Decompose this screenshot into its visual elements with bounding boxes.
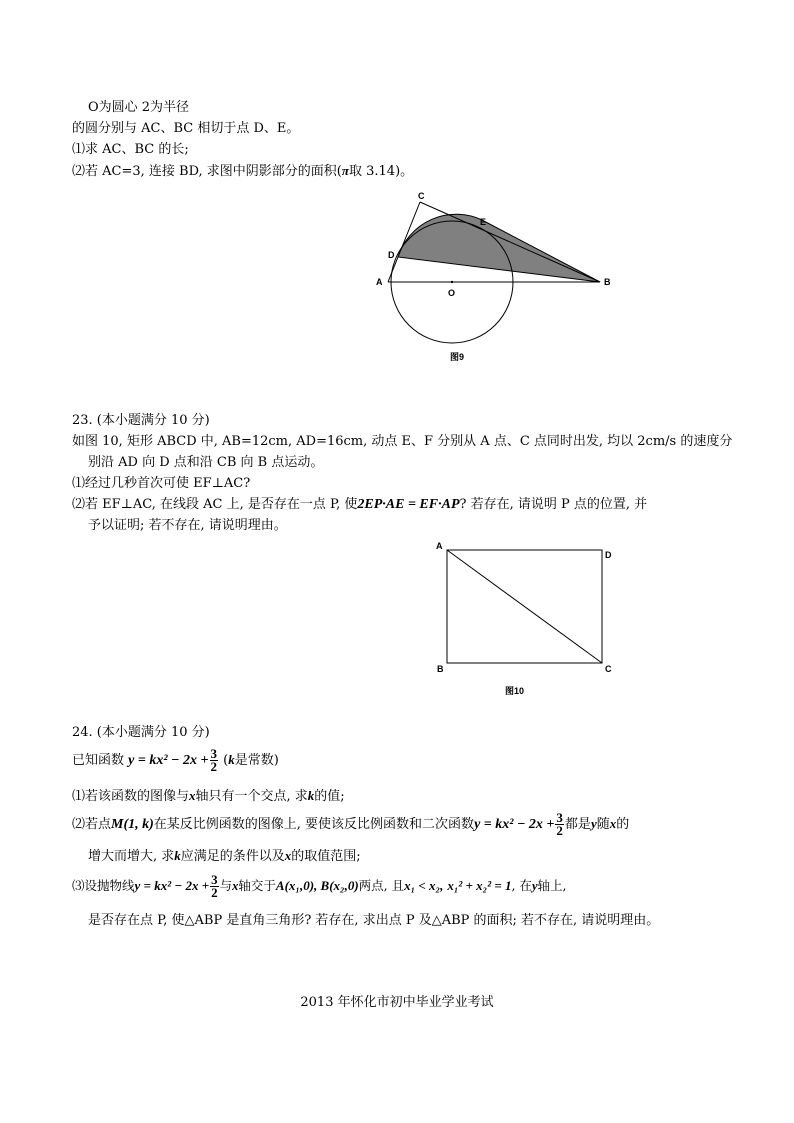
center-dot <box>451 281 453 283</box>
q24-item2-b: 在某反比例函数的图像上, 要使该反比例函数和二次函数 <box>153 817 475 832</box>
q24-item1-c: 的值; <box>314 789 345 804</box>
q22-item1: ⑴求 AC、BC 的长; <box>72 142 189 157</box>
label-d: D <box>605 550 612 560</box>
frac-num: 3 <box>210 746 218 761</box>
var-x: x <box>284 848 292 863</box>
label-b: B <box>437 664 444 674</box>
q24-function: y = kx² − 2x + <box>134 878 210 893</box>
q24-item3-b: 与 <box>219 878 233 893</box>
caption-fig9: 图9 <box>450 352 465 362</box>
q23-item1: ⑴经过几秒首次可使 EF⊥AC? <box>72 476 251 491</box>
q22-line1: O为圆心 2为半径 <box>88 100 190 115</box>
q24-item2 <box>72 812 629 837</box>
sum-of-squares: x₁² + x₂² = 1 <box>447 878 512 893</box>
q22-item2-text-a: ⑵若 AC=3, 连接 BD, 求图中阴影部分的面积( <box>72 164 342 179</box>
caption-fig10: 图10 <box>505 686 525 696</box>
q23-item2-line2: 予以证明; 若不存在, 请说明理由。 <box>88 518 287 533</box>
q24-item3-e: , 在 <box>511 878 532 893</box>
q24-item3-f: 轴上, <box>537 878 567 893</box>
figure-9 <box>360 185 620 375</box>
q23-item2-text-a: ⑵若 EF⊥AC, 在线段 AC 上, 是否存在一点 P, 使 <box>72 497 358 512</box>
q24-item1 <box>72 788 345 805</box>
q24-intro <box>72 748 279 773</box>
fraction-3-2 <box>210 748 219 773</box>
q23-header: 23. (本小题满分 10 分) <box>72 413 210 428</box>
fraction-3-2 <box>210 874 219 899</box>
var-x: x <box>609 816 617 831</box>
q24-header: 24. (本小题满分 10 分) <box>72 725 210 740</box>
q24-item1-b: 轴只有一个交点, 求 <box>195 789 308 804</box>
q24-function: y = kx² − 2x + <box>128 753 209 768</box>
q24-item2-l2a: 增大而增大, 求 <box>88 849 175 864</box>
label-b: B <box>604 277 611 287</box>
label-e: E <box>480 217 487 227</box>
point-m: M(1, k) <box>111 817 154 832</box>
var-y: y <box>531 879 538 893</box>
var-k: k <box>174 848 181 863</box>
q22-item2 <box>72 163 413 180</box>
frac-num: 3 <box>211 872 218 887</box>
q24-item3-d: 两点, 且 <box>358 878 405 893</box>
q24-item3-c: 轴交于 <box>238 878 276 893</box>
q24-item2-e: 的 <box>616 817 630 832</box>
var-x: x <box>189 788 196 803</box>
var-k: k <box>307 788 315 803</box>
frac-den: 2 <box>556 823 563 838</box>
label-d: D <box>388 250 395 260</box>
q24-item2-d: 随 <box>596 817 610 832</box>
q24-item1-a: ⑴若该函数的图像与 <box>72 789 190 804</box>
frac-num: 3 <box>556 810 563 825</box>
frac-den: 2 <box>210 759 218 774</box>
points-ab: A(x₁,0), B(x₂,0) <box>275 878 359 893</box>
q23-item2-text-b: ? 若存在, 请说明 P 点的位置, 并 <box>459 497 648 512</box>
q24-item2-l2c: 的取值范围; <box>291 849 361 864</box>
label-c: C <box>605 664 612 674</box>
label-a: A <box>376 277 383 287</box>
q24-item3-a: ⑶设抛物线 <box>72 878 135 893</box>
q24-item3-line2: 是否存在点 P, 使△ABP 是直角三角形? 若存在, 求出点 P 及△ABP 的面积; 若不存在, 请说明理由。 <box>88 913 660 928</box>
q24-item2-line2 <box>88 848 361 865</box>
label-o: O <box>448 288 456 298</box>
label-a: A <box>436 541 443 551</box>
shaded-region <box>398 214 600 282</box>
q23-item2 <box>72 497 647 513</box>
inequality-x1-x2: x₁ < x₂, <box>404 878 444 893</box>
q23-line1: 如图 10, 矩形 ABCD 中, AB=12cm, AD=16cm, 动点 E、F 分别从 A 点、C 点同时出发, 均以 2cm/s 的速度分 <box>72 434 733 449</box>
var-x: x <box>232 879 239 893</box>
diagonal-ac <box>447 550 602 663</box>
frac-den: 2 <box>211 885 218 900</box>
q24-item3 <box>72 874 567 899</box>
q24-item2-a: ⑵若点 <box>72 817 112 832</box>
q23-line2: 别沿 AD 向 D 点和沿 CB 向 B 点运动。 <box>88 455 324 470</box>
q24-paren: ( <box>223 753 229 768</box>
pi-symbol: π <box>341 163 349 178</box>
q24-intro-text: 已知函数 <box>72 753 125 768</box>
q24-intro-text-b: 是常数) <box>234 753 279 768</box>
q24-function: y = kx² − 2x + <box>474 817 555 832</box>
q24-item2-c: 都是 <box>564 817 591 832</box>
fraction-3-2 <box>555 812 564 837</box>
q22-line2: 的圆分别与 AC、BC 相切于点 D、E。 <box>72 121 300 136</box>
figure-10 <box>430 540 620 705</box>
label-c: C <box>418 191 425 201</box>
var-k: k <box>228 752 235 767</box>
page-footer: 2013 年怀化市初中毕业学业考试 <box>300 995 494 1010</box>
var-y: y <box>590 816 597 831</box>
q23-equation: 2EP·AE = EF·AP <box>357 497 460 512</box>
q22-item2-text-b: 取 3.14)。 <box>349 164 414 179</box>
q24-item2-l2b: 应满足的条件以及 <box>180 849 285 864</box>
